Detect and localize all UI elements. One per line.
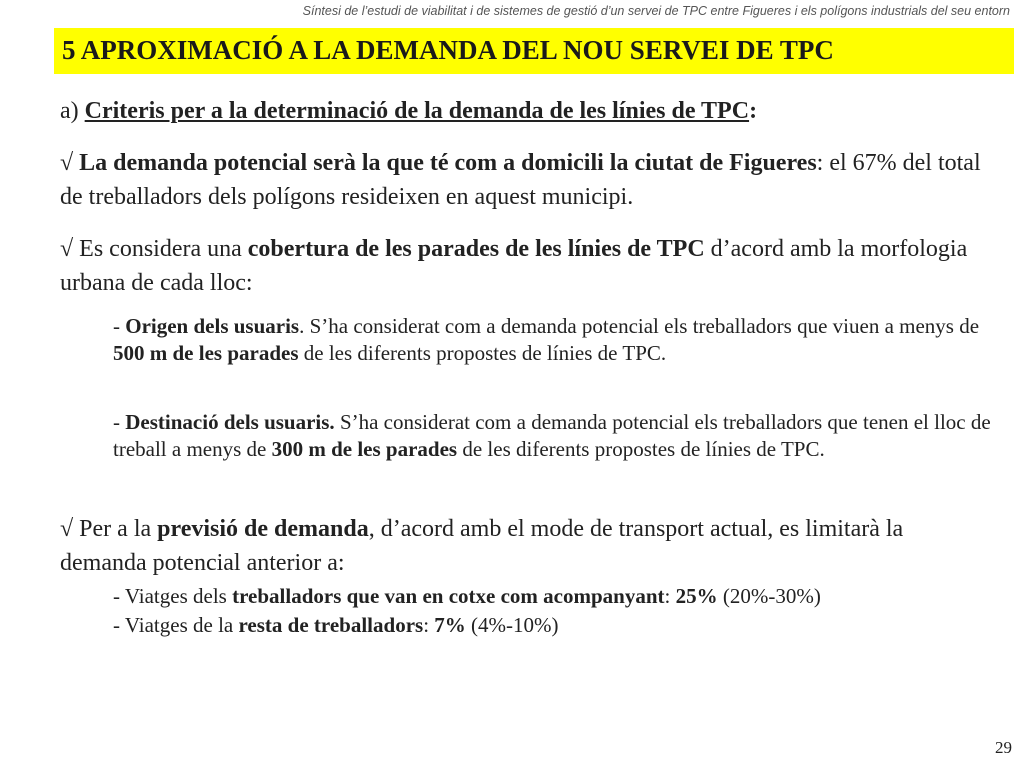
destinacio-bold2: 300 m de les parades [271,437,458,461]
point1-bold: La demanda potencial serà la que té com a domicili la ciutat de Figueres [79,150,817,176]
section-a-colon: : [749,98,758,124]
viatges2-bold1: resta de treballadors [238,613,424,637]
point1-rest: : el 67% del total de treballadors dels polígons resideixen en aquest municipi. [60,150,981,210]
destinacio-dash: - [113,410,126,434]
page-number: 29 [995,738,1012,757]
origen-text1: . S’ha considerat com a demanda potencial els treballadors que viuen a menys de [299,314,980,338]
destinacio-text1: S’ha considerat com a demanda potencial els treballadors que tenen el lloc de treball a menys de [113,410,991,461]
viatges2-range: (4%-10%) [465,613,559,637]
origen-text2: de les diferents propostes de línies de TPC. [298,341,667,365]
check-icon: √ [60,150,74,176]
origen-bold2: 500 m de les parades [113,341,299,365]
viatges-acompanyant [113,583,1013,610]
origen-usuaris [113,313,993,367]
origen-dash: - [113,314,126,338]
section-a-heading [60,94,990,128]
viatges1-bold1: treballadors que van en cotxe com acompanyant [232,584,665,608]
point3-bold: previsió de demanda [157,516,369,542]
viatges-resta [113,612,993,639]
point-cobertura [60,232,990,300]
running-header: Síntesi de l’estudi de viabilitat i de sistemes de gestió d’un servei de TPC entre Figueres i els polígons industrials del seu entorn [302,4,1010,18]
viatges1-pre: - Viatges dels [113,584,233,608]
viatges1-bold2: 25% [675,584,718,608]
point2-bold: cobertura de les parades de les línies de TPC [247,236,705,262]
point2-pre: Es considera una [73,236,248,262]
viatges1-range: (20%-30%) [717,584,821,608]
check-icon: √ [60,516,74,542]
viatges2-colon: : [423,613,435,637]
viatges2-bold2: 7% [434,613,466,637]
point2-rest: d’acord amb la morfologia urbana de cada lloc: [60,236,968,296]
point-previsio-demanda [60,512,990,580]
section-a-label: a) [60,98,79,124]
destinacio-bold1: Destinació dels usuaris. [125,410,335,434]
destinacio-usuaris [113,409,993,463]
slide-title: 5 APROXIMACIÓ A LA DEMANDA DEL NOU SERVEI DE TPC [62,35,834,65]
title-bar [54,28,1014,74]
viatges2-pre: - Viatges de la [113,613,239,637]
point3-rest: , d’acord amb el mode de transport actual, es limitarà la demanda potencial anterior a: [60,516,904,576]
viatges1-colon: : [664,584,676,608]
point-demanda-potencial [60,146,990,214]
check-icon: √ [60,236,74,262]
section-a-heading-text: Criteris per a la determinació de la demanda de les línies de TPC [84,98,750,124]
point3-pre: Per a la [73,516,158,542]
destinacio-text2: de les diferents propostes de línies de TPC. [457,437,825,461]
origen-bold1: Origen dels usuaris [125,314,300,338]
